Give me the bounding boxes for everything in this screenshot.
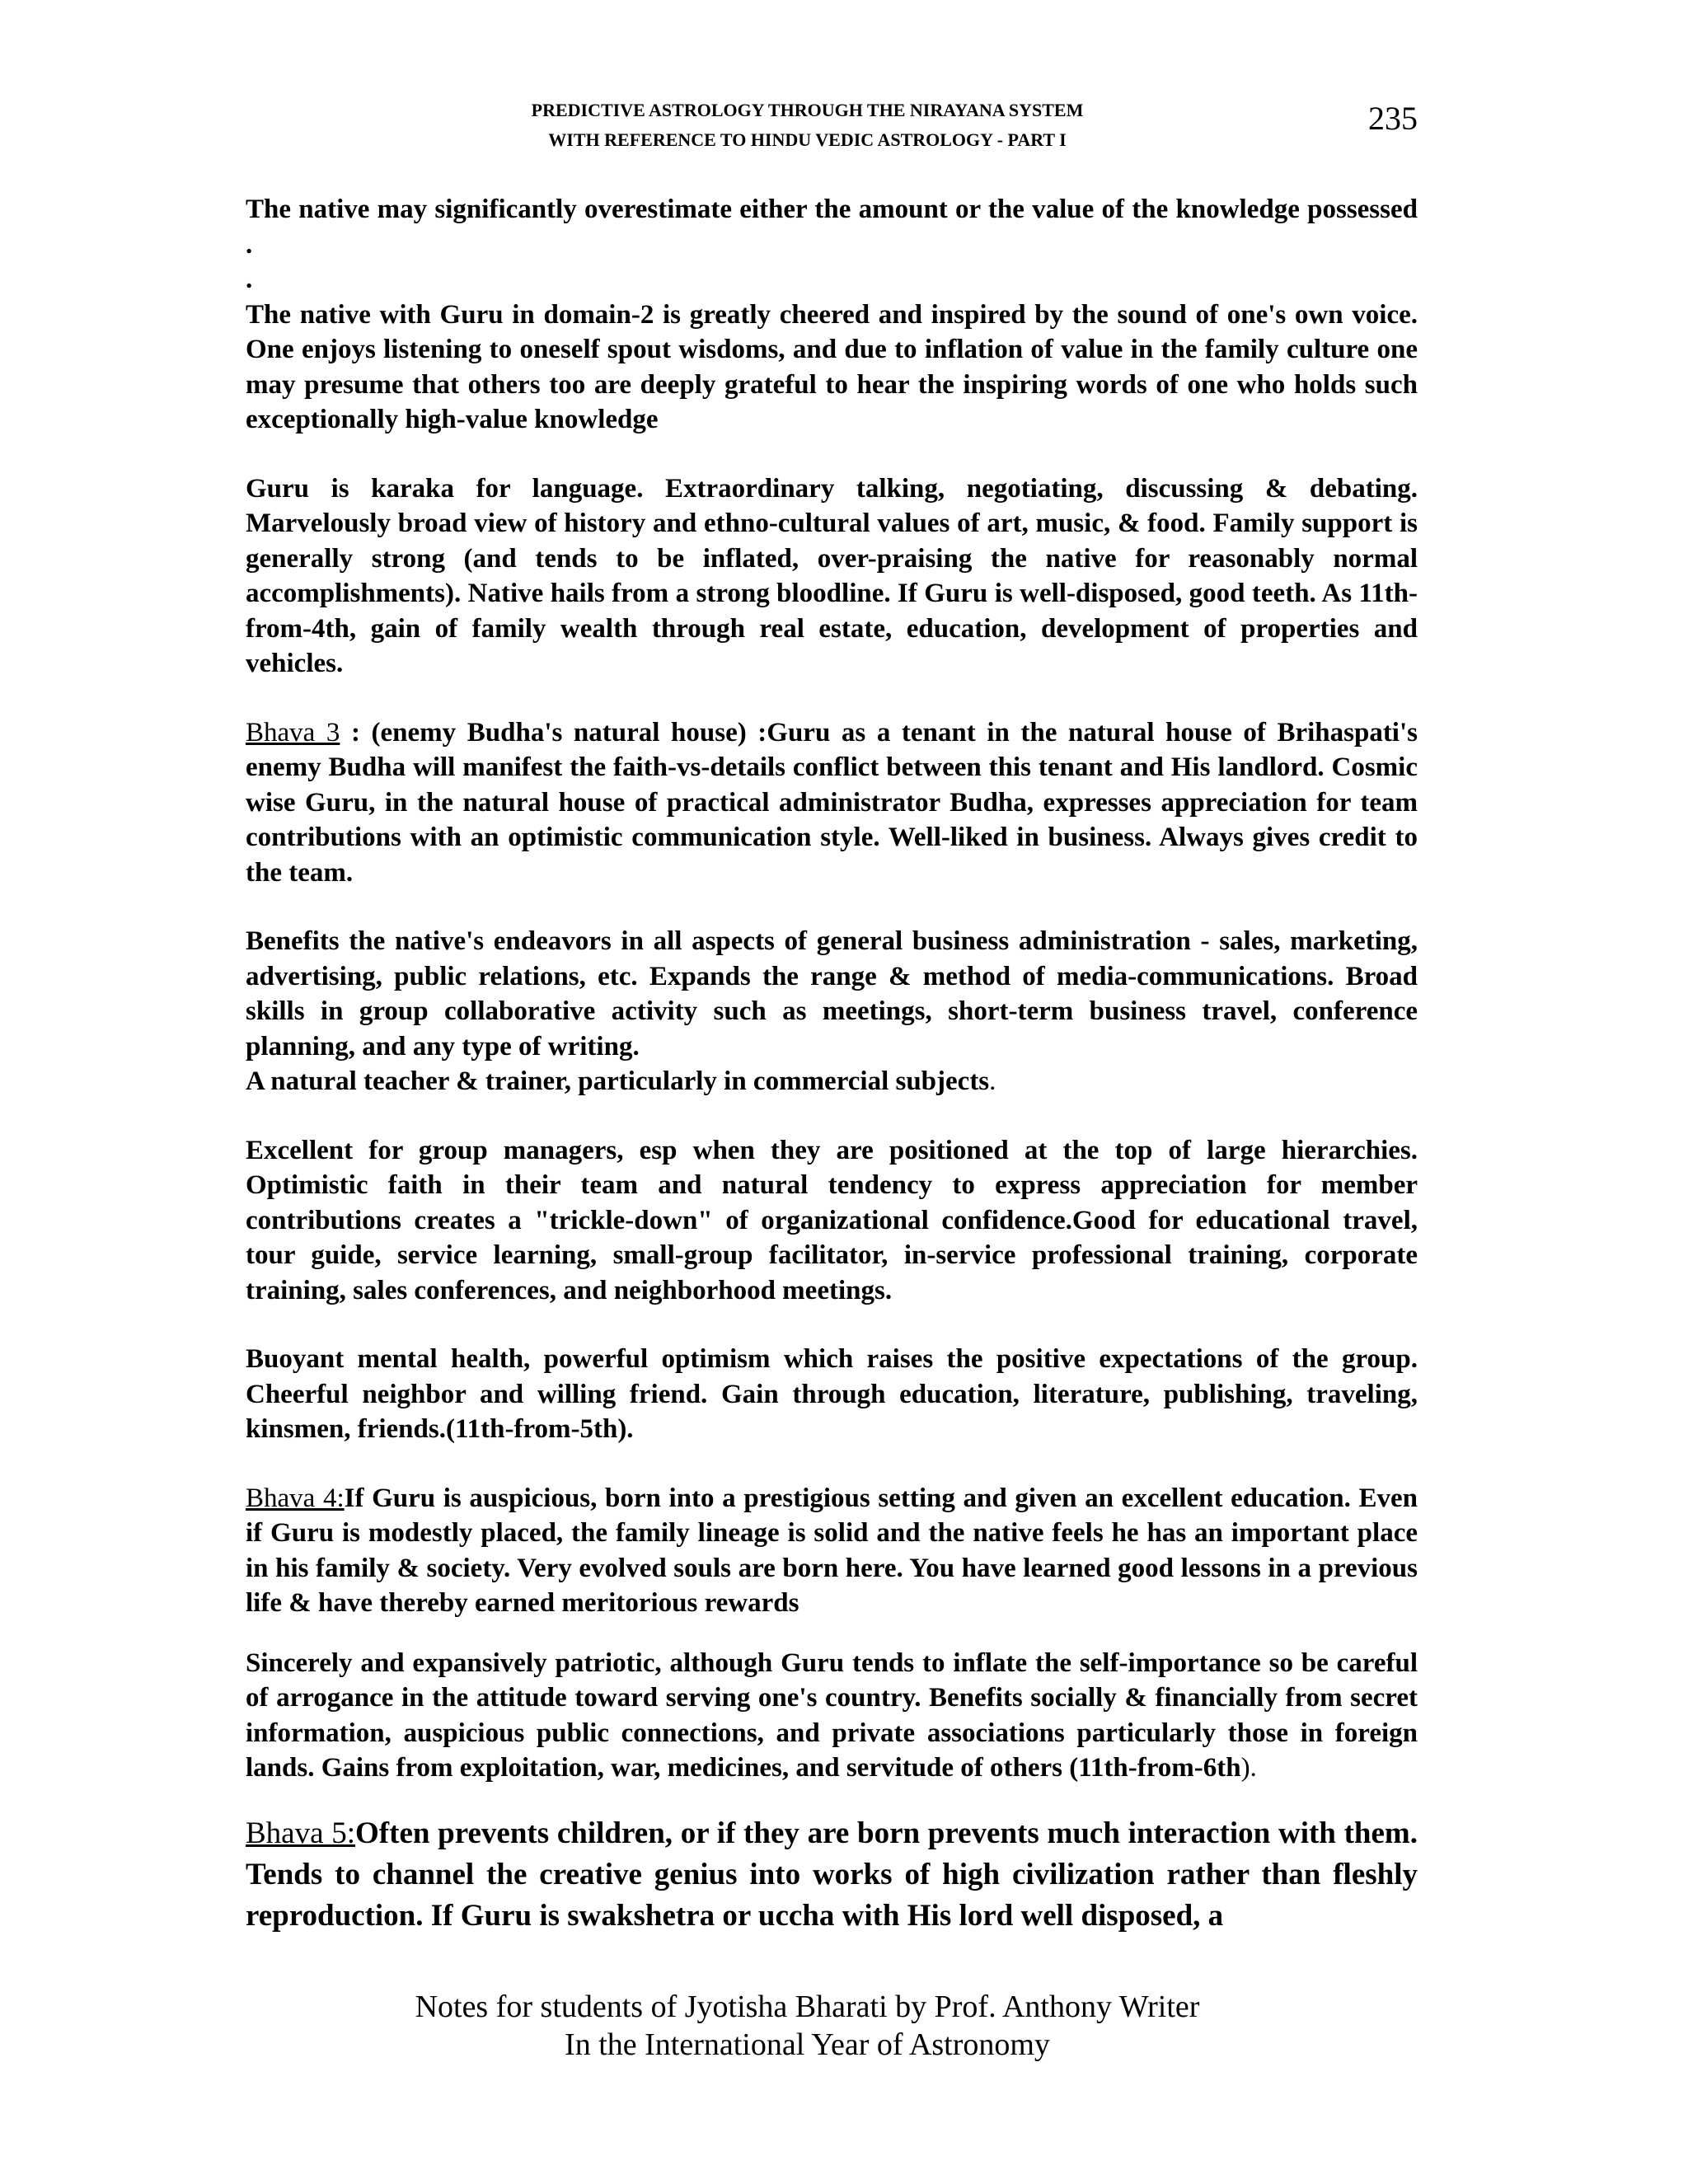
page-number: 235 — [1368, 100, 1418, 137]
patriotic-text: Sincerely and expansively patriotic, although Guru tends to inflate the self-importance so be careful of arrogance in the attitude toward serving one's country. Benefits socially & financially from secret information, auspicious public connections, and private associations particularly those in foreign lands. Gains from exploitation, war, medicines, and servitude of others (11th-from-6th — [246, 1647, 1418, 1783]
paragraph-mental-health: Buoyant mental health, powerful optimism which raises the positive expectations of the group. Cheerful neighbor and willing friend. Gain through education, literature, publishing, traveling, kinsmen, friends.(11th-from-5th). — [246, 1344, 1418, 1444]
paragraph-bhava-3 — [246, 715, 1418, 891]
running-title-line-2: WITH REFERENCE TO HINDU VEDIC ASTROLOGY - PART I — [548, 129, 1067, 150]
paragraph-domain-2: The native with Guru in domain-2 is greatly cheered and inspired by the sound of one's own voice. One enjoys listening to oneself spout wisdoms, and due to inflation of value in the family culture one may presume that others too are deeply grateful to hear the inspiring words of one who holds such exceptionally high-value knowledge — [246, 299, 1418, 434]
bhava-4-heading: Bhava 4: — [246, 1483, 345, 1513]
paragraph-business-administration: Benefits the native's endeavors in all aspects of general business administration - sales, marketing, advertising, public relations, etc. Expands the range & method of media-communications. Broad skills in group collaborative activity such as meetings, short-term business travel, conference planning, and any type of writing. — [246, 926, 1418, 1062]
natural-teacher-text: A natural teacher & trainer, particularly in commercial subjects — [246, 1066, 990, 1096]
bhava-4-text: If Guru is auspicious, born into a prestigious setting and given an excellent education. Even if Guru is modestly placed, the family lineage is solid and the native feels he has an important place in his family & society. Very evolved souls are born here. You have learned good lessons in a previous life & have thereby earned meritorious rewards — [246, 1483, 1418, 1618]
bhava-5-text: Often prevents children, or if they are born prevents much interaction with them. Tends to channel the creative genius into works of high civilization rather than fleshly reproduction. If Guru is swakshetra or uccha with His lord well disposed, a — [246, 1816, 1418, 1933]
paragraph-group-managers: Excellent for group managers, esp when they are positioned at the top of large hierarchies. Optimistic faith in their team and natural tendency to express appreciation for member contributions creates a "trickle-down" of organizational confidence.Good for educational travel, tour guide, service learning, small-group facilitator, in-service professional training, corporate training, sales conferences, and neighborhood meetings. — [246, 1135, 1418, 1305]
bhava-3-heading: Bhava 3 — [246, 717, 340, 748]
paragraph-dot: . — [246, 265, 253, 294]
footer-line-1: Notes for students of Jyotisha Bharati by Prof. Anthony Writer — [415, 1990, 1200, 2024]
natural-teacher-period: . — [989, 1066, 996, 1096]
footer-line-2: In the International Year of Astronomy — [565, 2027, 1050, 2062]
paragraph-bhava-5 — [246, 1813, 1418, 1937]
paragraph-patriotic — [246, 1646, 1418, 1786]
running-title — [246, 96, 1369, 155]
page-header — [246, 96, 1418, 162]
body-text — [246, 192, 1418, 1937]
page-footer — [246, 1988, 1369, 2064]
paragraph-overestimate: The native may significantly overestimate either the amount or the value of the knowledge possessed . — [246, 194, 1418, 260]
paragraph-bhava-4 — [246, 1481, 1418, 1621]
bhava-3-text: : (enemy Budha's natural house) :Guru as a tenant in the natural house of Brihaspati's enemy Budha will manifest the faith-vs-details conflict between this tenant and His landlord. Cosmic wise Guru, in the natural house of practical administrator Budha, expresses appreciation for team contributions with an optimistic communication style. Well-liked in business. Always gives credit to the team. — [246, 717, 1418, 888]
patriotic-end: ). — [1240, 1753, 1257, 1783]
running-title-line-1: PREDICTIVE ASTROLOGY THROUGH THE NIRAYANA SYSTEM — [531, 100, 1084, 120]
paragraph-natural-teacher — [246, 1064, 1418, 1099]
paragraph-karaka-language: Guru is karaka for language. Extraordinary talking, negotiating, discussing & debating. Marvelously broad view of history and ethno-cultural values of art, music, & food. Family support is generally strong (and tends to be inflated, over-praising the native for reasonably normal accomplishments). Native hails from a strong bloodline. If Guru is well-disposed, good teeth. As 11th-from-4th, gain of family wealth through real estate, education, development of properties and vehicles. — [246, 473, 1418, 678]
bhava-5-heading: Bhava 5: — [246, 1816, 356, 1850]
